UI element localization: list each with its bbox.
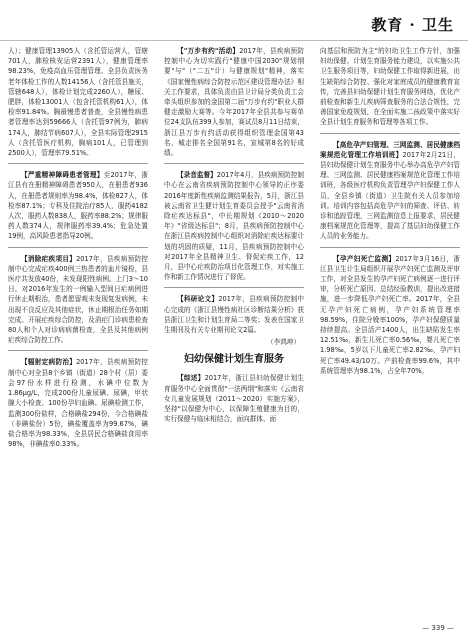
section-body: 至2017年，浙江县有在册精神障碍患者950人，在册患者936人，在册患者规则率为98.4%，体检827人，体检率87.1%；专科及住院治疗85人，服药4182人次，服药人数838人，服药率88.2%；规律服药人数374人，规律服药率39.4%；危急处置19例，高风险患者指导20例。	[8, 171, 148, 241]
section-heading: 【录音监督】	[177, 171, 217, 180]
section-heading: 【综述】	[177, 374, 205, 383]
divider	[320, 133, 460, 134]
divider	[164, 163, 304, 164]
divider	[8, 163, 148, 164]
section-heading: 【"万步有约"活动】	[177, 47, 240, 55]
section-heading: 【辐射定病防治】	[21, 358, 77, 367]
divider	[8, 350, 148, 351]
paragraph	[164, 170, 304, 282]
section-heading: 【孕产妇死亡监测】	[333, 254, 396, 263]
paragraph	[320, 254, 460, 376]
paragraph	[8, 254, 148, 346]
page-number: — 339 —	[422, 624, 454, 632]
subsection-title: 妇幼保健计划生育服务	[184, 354, 284, 366]
divider	[320, 247, 460, 248]
paragraph	[8, 357, 148, 449]
header-rule	[0, 40, 468, 41]
section-heading: 【高危孕产妇管理、三网监测、居民健康档案规范化管理工作培训班】	[320, 140, 460, 159]
paragraph	[164, 294, 304, 335]
column-1	[8, 46, 148, 616]
section-body: 2017年，县疾病预防控制中心为切实践行"健康中国2030"规划纲要"与"（"二五"计）与健康规划"精神，落实《国家慢性病综合防控示范区建设管理办法》相关工作要求，具体负责由县卫计局分类负责工会牵头组织参加的金国第二届"万步有约"职业人群健走激励大赛等。今年2017年全县共参与赛单位24支队伍399人参加，赛试员8月11日结束，浙江县万步有约活动获得组织管理金国第43名，城走排名全国第91名，宣城第8名的好成绩。	[164, 47, 304, 158]
section-title: 教育 · 卫生	[371, 16, 454, 34]
paragraph	[320, 140, 460, 242]
section-heading: 【科研论文】	[177, 295, 219, 304]
section-body: 2017年，县疾病预防控制中心对全县8个乡镇（街道）28个村（居）委会97份水样进行检测，水碘中位数为1.86μg/L，完成200份儿童尿碘、尿碘，甲状腺大小检查、100份孕妇血碘、尿碘检测工作，监测300份盐样，合格碘盐294份，今合格碘盐（非碘盐份）5份，碘盐覆盖率为99.67%，碘盐合格率为98.33%，全县居民合格碘盐食用率98%，非碘盐率0.33%。	[8, 358, 148, 449]
paragraph	[164, 46, 304, 158]
section-body: 2017年3月16日，浙江县卫生计生局组织开展孕产妇死亡监测及评审工作，对全县发生的孕产妇死亡病例逐一进行评审，分析死亡原因、总结经验教训，提出改进措施，进一步降低孕产妇死亡率。2017年，全县无孕产妇死亡病例，孕产妇系统管理率98.59%，住院分娩率100%，孕产妇保健质量持续提高。全县活产1400人，出生缺陷发生率12.51‰，新生儿死亡率0.56‰，婴儿死亡率1.98‰，5岁以下儿童死亡率2.82‰，孕产妇死亡率49.43/10万。产前检查率99.6%，其中系统管理率为98.1%，占全年70%。	[320, 254, 460, 375]
paragraph: 向基层和预防为主"的妇幼卫生工作方针，加强妇幼保健、计划生育服务能力建设，以实施公共卫生服务项目等，妇幼保健工作取得新进展，出生缺陷综合防控、强化对家庭成员的健康教育宣传，完善县妇幼保健计划生育服务网络，优化产前检查和新生儿疾病筛查服务的合法合规性，完善国家免疫规划，在全面实施二孩政策中落实好全县计划生育服务和管理等各项工作。	[320, 47, 460, 127]
section-heading: 【消除疟疾项目】	[21, 254, 77, 263]
section-heading: 【严重精神障碍患者管理】	[21, 171, 104, 180]
paragraph	[164, 373, 304, 424]
author-signature: （李鸿坤）	[267, 338, 300, 347]
paragraph	[8, 170, 148, 241]
page-header	[0, 0, 468, 44]
column-2	[164, 46, 304, 616]
section-body: 2017年，浙江县妇幼保健计划生育服务中心全面贯彻"一法两纲"和落实《云南省女儿童发展规划（2011～2020）实施方案》，坚持"以保健为中心，以保障生殖健康为目的，实行保健与临床相结合，面向群体、面	[164, 374, 304, 424]
paragraph: 人）；健康管理13905人（含托管运营人，管辖701人，肺检核安运营2391人），健康管理率98.23%，免疫高血压管理管理、全县负责医务老年体检工作的人数14156人（含托管县施关，管辖648人），体检计划完成2260人），糖尿、肥胖，体检13001人（包含托管机构61人），体检率91.84%。胸最慢患者普查，全县慢性病患者管理率达到59666人（含托管97例为，肺病174人，肺结节病607人），全县实际管理2915人（含托管医疗机构，胸病101人，已管理到2500人），管理率79.51%。	[8, 47, 148, 158]
column-3	[320, 46, 460, 616]
divider	[164, 287, 304, 288]
section-body: 2017年2月21日，县妇幼保健计划生育服务中心举办高危孕产妇管理、三网监测、居民健康档案规范化管理工作培训班，各级医疗机构负责管理孕产妇保健工作人员，全县乡镇（街道）卫生院有关人员参加培训。培训内容包括高危孕产妇的筛查、评估、转诊和追踪管理，三网监测信息上报要求，居民健康档案规范化管理等，提高了基层妇幼保健工作人员的业务能力。	[320, 150, 460, 241]
section-body: 2017年4月，县疾病预防控制中心在云南省疾病预防控制中心领导的正序委2016年度新性疾病监测结果报告，5月，浙江县被云南省卫生健计划生育委员会授予"云南省消除疟疾达标县"，中长期规划《2010～2020年》"省级达标县"；8月，县疾病预防控制中心在浙江县疾病控制中心组织对消除疟疾达标要计划的巩固的质疑，11月，县疾病预防控制中心对2017年全县精神卫生、督促疟疾工作，12月，县中心疟疾防治项目化管理工作，对实施工作和新工作情况进行了督促。	[164, 171, 304, 282]
section-body: 2017年，县疾病预防控制中心完成的《浙江县慢性病社区诊断结果分析》获县浙江卫生和计划生育局二等奖；发表在国家卫生期刊及有关专业期刊论文2篇。	[164, 295, 304, 335]
divider	[8, 247, 148, 248]
section-body: 2017年，县疾病预防控制中心完成疟疾400例三热患者的血片镜检，县医疗共发放40份，未发现阳性病例。上门3～10日，对2016年发生的一例输入型间日疟病例进行休止期根治，患者愿留观未发现复发病例，未出现不良反应及其他症状，休止期根治任务如期完成。开展疟疾综合防控，及消疟门诊病患检查80人和个人对诊病病菌检查，全县及其他病例疟疾综合防控工作。	[8, 254, 148, 345]
